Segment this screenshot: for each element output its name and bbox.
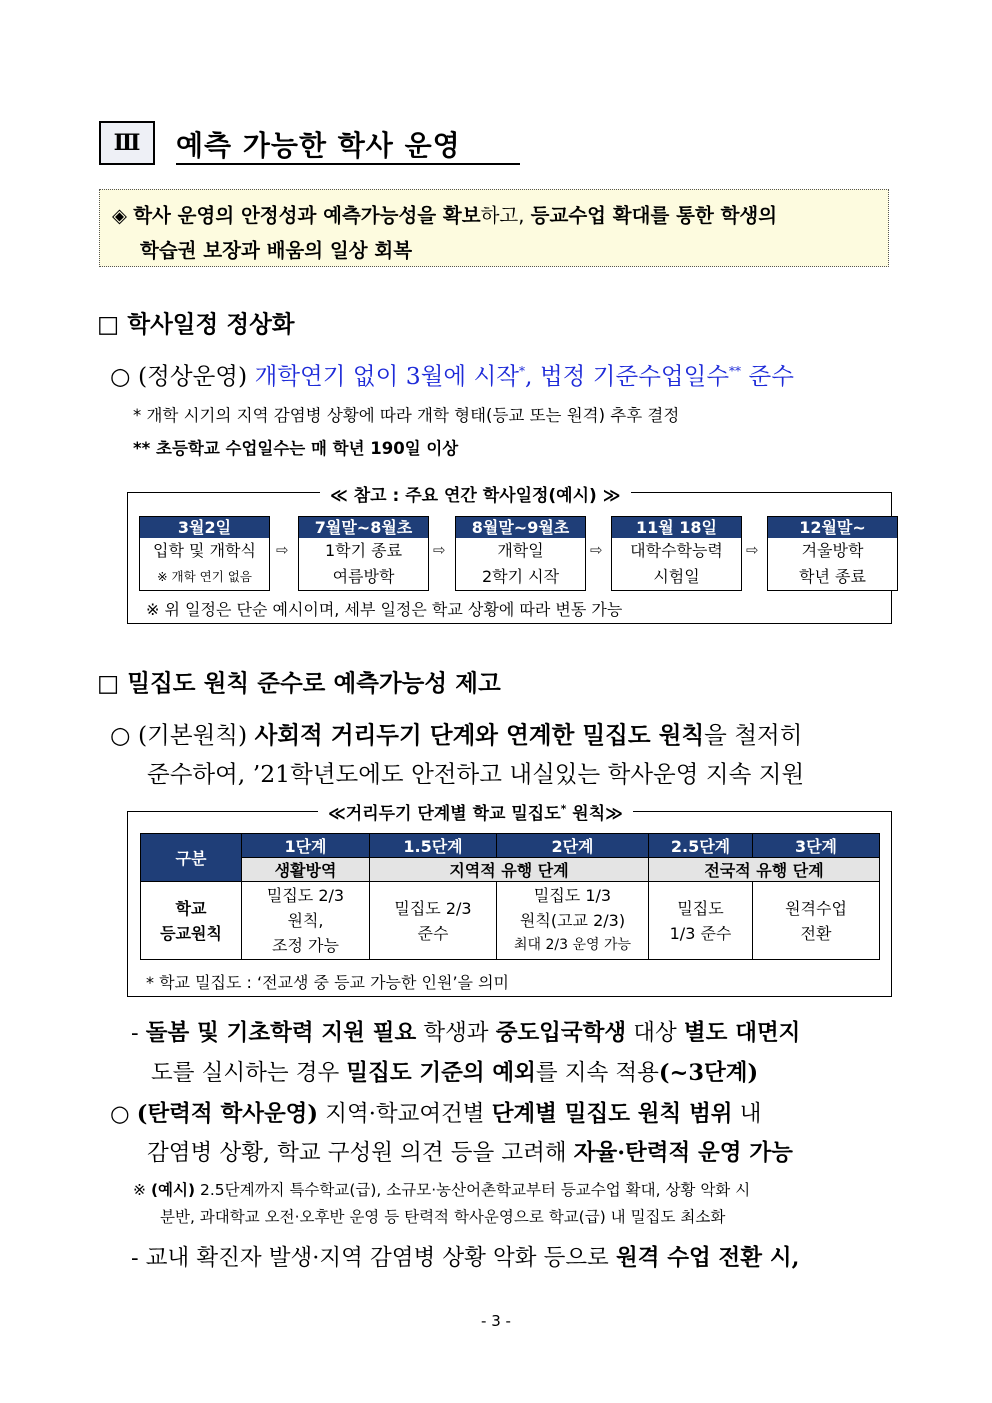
schedule-box-line2: 2학기 시작 <box>481 567 560 586</box>
item-basic-principle-label: (기본원칙) <box>138 721 248 749</box>
dash-care-bold-1: 돌봄 및 기초학력 지원 필요 <box>145 1020 417 1046</box>
item-normal-operation-sup-1: * <box>519 364 525 379</box>
density-level-3: 3단계 <box>753 834 880 858</box>
item-basic-principle-rest: 을 철저히 <box>704 721 803 749</box>
cell-line: 밀집도 <box>677 898 724 918</box>
density-cell-level-3 <box>753 882 880 960</box>
cell-line: 밀집도 2/3 <box>394 898 472 918</box>
schedule-box-line1: 입학 및 개학식 <box>153 541 256 560</box>
cell-line: 전환 <box>800 923 832 943</box>
item-flexible-label: (탄력적 학사운영) <box>136 1101 319 1127</box>
density-group-regional: 지역적 유행 단계 <box>370 858 649 882</box>
dash-care-text-1: 학생과 <box>416 1020 496 1046</box>
heading-density <box>97 664 501 698</box>
section-title: 예측 가능한 학사 운영 <box>176 129 461 162</box>
density-table <box>140 833 880 960</box>
density-footnote: * 학교 밀집도 : ‘전교생 중 등교 가능한 인원’을 의미 <box>146 973 510 992</box>
item-flexible-text-2: 내 <box>732 1101 762 1127</box>
example-note <box>133 1178 750 1200</box>
square-bullet-icon: □ <box>97 310 120 338</box>
page-number: - 3 - <box>481 1312 511 1330</box>
reference-mark-icon: ※ <box>133 1181 146 1199</box>
cell-line: 밀집도 1/3 <box>533 886 612 905</box>
circle-bullet-icon: ○ <box>110 362 131 390</box>
heading-schedule <box>97 305 295 339</box>
item-flexible-line2-normal: 감염병 상황, 학교 구성원 의견 등을 고려해 <box>147 1140 574 1166</box>
item-basic-principle-line2: 준수하여, ’21학년도에도 안전하고 내실있는 학사운영 지속 지원 <box>147 760 805 788</box>
item-normal-operation-blue-2: , 법정 기준수업일수 <box>525 362 730 390</box>
summary-bold-1: 학사 운영의 안정성과 예측가능성을 확보 <box>133 204 481 227</box>
density-title-text: ≪거리두기 단계별 학교 밀집도 <box>328 804 561 824</box>
cell-line: 원격수업 <box>785 898 847 918</box>
density-cell-level-1 <box>242 882 370 960</box>
item-flexible-operation <box>110 1096 761 1128</box>
density-group-daily: 생활방역 <box>242 858 370 882</box>
density-title <box>318 799 633 824</box>
schedule-box-header: 11월 18일 <box>612 517 741 538</box>
item-normal-operation-sup-2: ** <box>729 364 742 379</box>
density-cell-level-2 <box>497 882 649 960</box>
density-row-label-1: 학교 <box>175 898 207 918</box>
schedule-box-5 <box>767 516 898 591</box>
schedule-box-header: 7월말~8월초 <box>299 517 428 538</box>
cell-line: 조정 가능 <box>272 936 339 955</box>
item-flexible-text-1: 지역·학교여건별 <box>318 1101 492 1127</box>
dash-care-text-2: 대상 <box>626 1020 684 1046</box>
cell-line: 준수 <box>417 923 449 943</box>
density-cell-level-2-5 <box>649 882 753 960</box>
item-flexible-line2 <box>147 1135 793 1167</box>
schedule-box-line1: 대학수학능력 <box>630 541 723 560</box>
schedule-box-line1: 겨울방학 <box>801 541 864 560</box>
schedule-box-4 <box>611 516 742 591</box>
summary-bold-2: 등교수업 확대를 통한 학생의 <box>530 204 778 227</box>
cell-line: 원칙(고교 2/3) <box>519 911 626 930</box>
schedule-box-header: 3월2일 <box>140 517 269 538</box>
table-row <box>141 882 880 960</box>
dash-bullet-icon: - <box>131 1245 139 1271</box>
example-label: (예시) <box>150 1181 196 1199</box>
density-level-2: 2단계 <box>497 834 649 858</box>
dash-care-text-3: 도를 실시하는 경우 <box>151 1060 347 1086</box>
table-row <box>141 858 880 882</box>
density-row-label-2: 등교원칙 <box>160 923 222 943</box>
item-normal-operation-label: (정상운영) <box>138 362 248 390</box>
cell-line: 밀집도 2/3 <box>266 886 345 905</box>
dash-care-support-line2 <box>151 1055 758 1087</box>
summary-line-1 <box>112 198 876 233</box>
section-title-underline <box>176 163 520 165</box>
schedule-title: ≪ 참고 : 주요 연간 학사일정(예시) ≫ <box>320 481 631 506</box>
diamond-bullet-icon: ◈ <box>112 204 127 227</box>
item-flexible-bold-1: 단계별 밀집도 원칙 범위 <box>491 1101 733 1127</box>
summary-box <box>99 189 889 267</box>
schedule-box-line1: 개학일 <box>497 541 544 560</box>
dash-care-bold-3: 별도 대면지 <box>683 1020 801 1046</box>
schedule-box-1 <box>139 516 270 591</box>
density-title-end: 원칙≫ <box>566 804 623 824</box>
circle-bullet-icon: ○ <box>110 1101 130 1127</box>
cell-line: 원칙, <box>287 911 324 930</box>
schedule-footnote: ※ 위 일정은 단순 예시이며, 세부 일정은 학교 상황에 따라 변동 가능 <box>146 600 623 619</box>
density-col-label: 구분 <box>141 834 242 882</box>
dash-care-text-4: 를 지속 적용 <box>535 1060 659 1086</box>
note-elementary-days: ** 초등학교 수업일수는 매 학년 190일 이상 <box>133 439 459 458</box>
heading-schedule-text: 학사일정 정상화 <box>127 310 295 338</box>
right-arrow-icon: ⇨ <box>590 541 603 559</box>
dash-bullet-icon: - <box>131 1020 139 1046</box>
schedule-box-line2: 학년 종료 <box>799 567 866 586</box>
density-row-label <box>141 882 242 960</box>
dash-care-bold-4: 밀집도 기준의 예외 <box>346 1060 536 1086</box>
dash-remote-normal: 교내 확진자 발생·지역 감염병 상황 악화 등으로 <box>145 1245 616 1271</box>
right-arrow-icon: ⇨ <box>433 541 446 559</box>
example-line-2: 분반, 과대학교 오전·오후반 운영 등 탄력적 학사운영으로 학교(급) 내 밀집도 최소화 <box>160 1208 726 1226</box>
schedule-box-line2: 여름방학 <box>332 567 395 586</box>
density-cell-level-1-5 <box>370 882 497 960</box>
density-group-national: 전국적 유행 단계 <box>649 858 880 882</box>
density-level-1-5: 1.5단계 <box>370 834 497 858</box>
item-basic-principle-bold: 사회적 거리두기 단계와 연계한 밀집도 원칙 <box>254 721 705 749</box>
dash-care-bold-5: (~3단계) <box>658 1060 759 1086</box>
item-normal-operation-blue-3: 준수 <box>741 362 794 390</box>
item-basic-principle <box>110 716 802 750</box>
dash-remote-switch <box>131 1240 799 1272</box>
cell-line: 최대 2/3 운영 가능 <box>513 937 632 953</box>
density-level-2-5: 2.5단계 <box>649 834 753 858</box>
section-number: Ⅲ <box>113 130 141 156</box>
item-normal-operation <box>110 357 794 391</box>
cell-line: 1/3 준수 <box>669 923 732 943</box>
schedule-box-header: 12월말~ <box>768 517 897 538</box>
dash-care-bold-2: 중도입국학생 <box>495 1020 627 1046</box>
dash-remote-bold: 원격 수업 전환 시, <box>615 1245 800 1271</box>
right-arrow-icon: ⇨ <box>746 541 759 559</box>
circle-bullet-icon: ○ <box>110 721 131 749</box>
summary-line-2: 학습권 보장과 배움의 일상 회복 <box>140 239 413 262</box>
item-flexible-line2-bold: 자율·탄력적 운영 가능 <box>573 1140 793 1166</box>
example-line-1: 2.5단계까지 특수학교(급), 소규모·농산어촌학교부터 등교수업 확대, 상황 악화 시 <box>195 1181 751 1199</box>
note-school-opening: * 개학 시기의 지역 감염병 상황에 따라 개학 형태(등교 또는 원격) 추후 결정 <box>133 406 680 425</box>
right-arrow-icon: ⇨ <box>276 541 289 559</box>
section-number-box <box>99 121 155 165</box>
schedule-box-line1: 1학기 종료 <box>324 541 403 560</box>
density-level-1: 1단계 <box>242 834 370 858</box>
summary-normal-1: 하고, <box>480 204 531 227</box>
square-bullet-icon: □ <box>97 669 120 697</box>
density-title-sup: * <box>560 802 567 816</box>
schedule-box-line2: 시험일 <box>653 567 700 586</box>
schedule-box-header: 8월말~9월초 <box>456 517 585 538</box>
schedule-box-line2: ※ 개학 연기 없음 <box>157 569 252 584</box>
item-normal-operation-blue-1: 개학연기 없이 3월에 시작 <box>254 362 519 390</box>
dash-care-support <box>131 1015 800 1047</box>
schedule-box-2 <box>298 516 429 591</box>
table-row <box>141 834 880 858</box>
heading-density-text: 밀집도 원칙 준수로 예측가능성 제고 <box>127 669 501 697</box>
schedule-box-3 <box>455 516 586 591</box>
